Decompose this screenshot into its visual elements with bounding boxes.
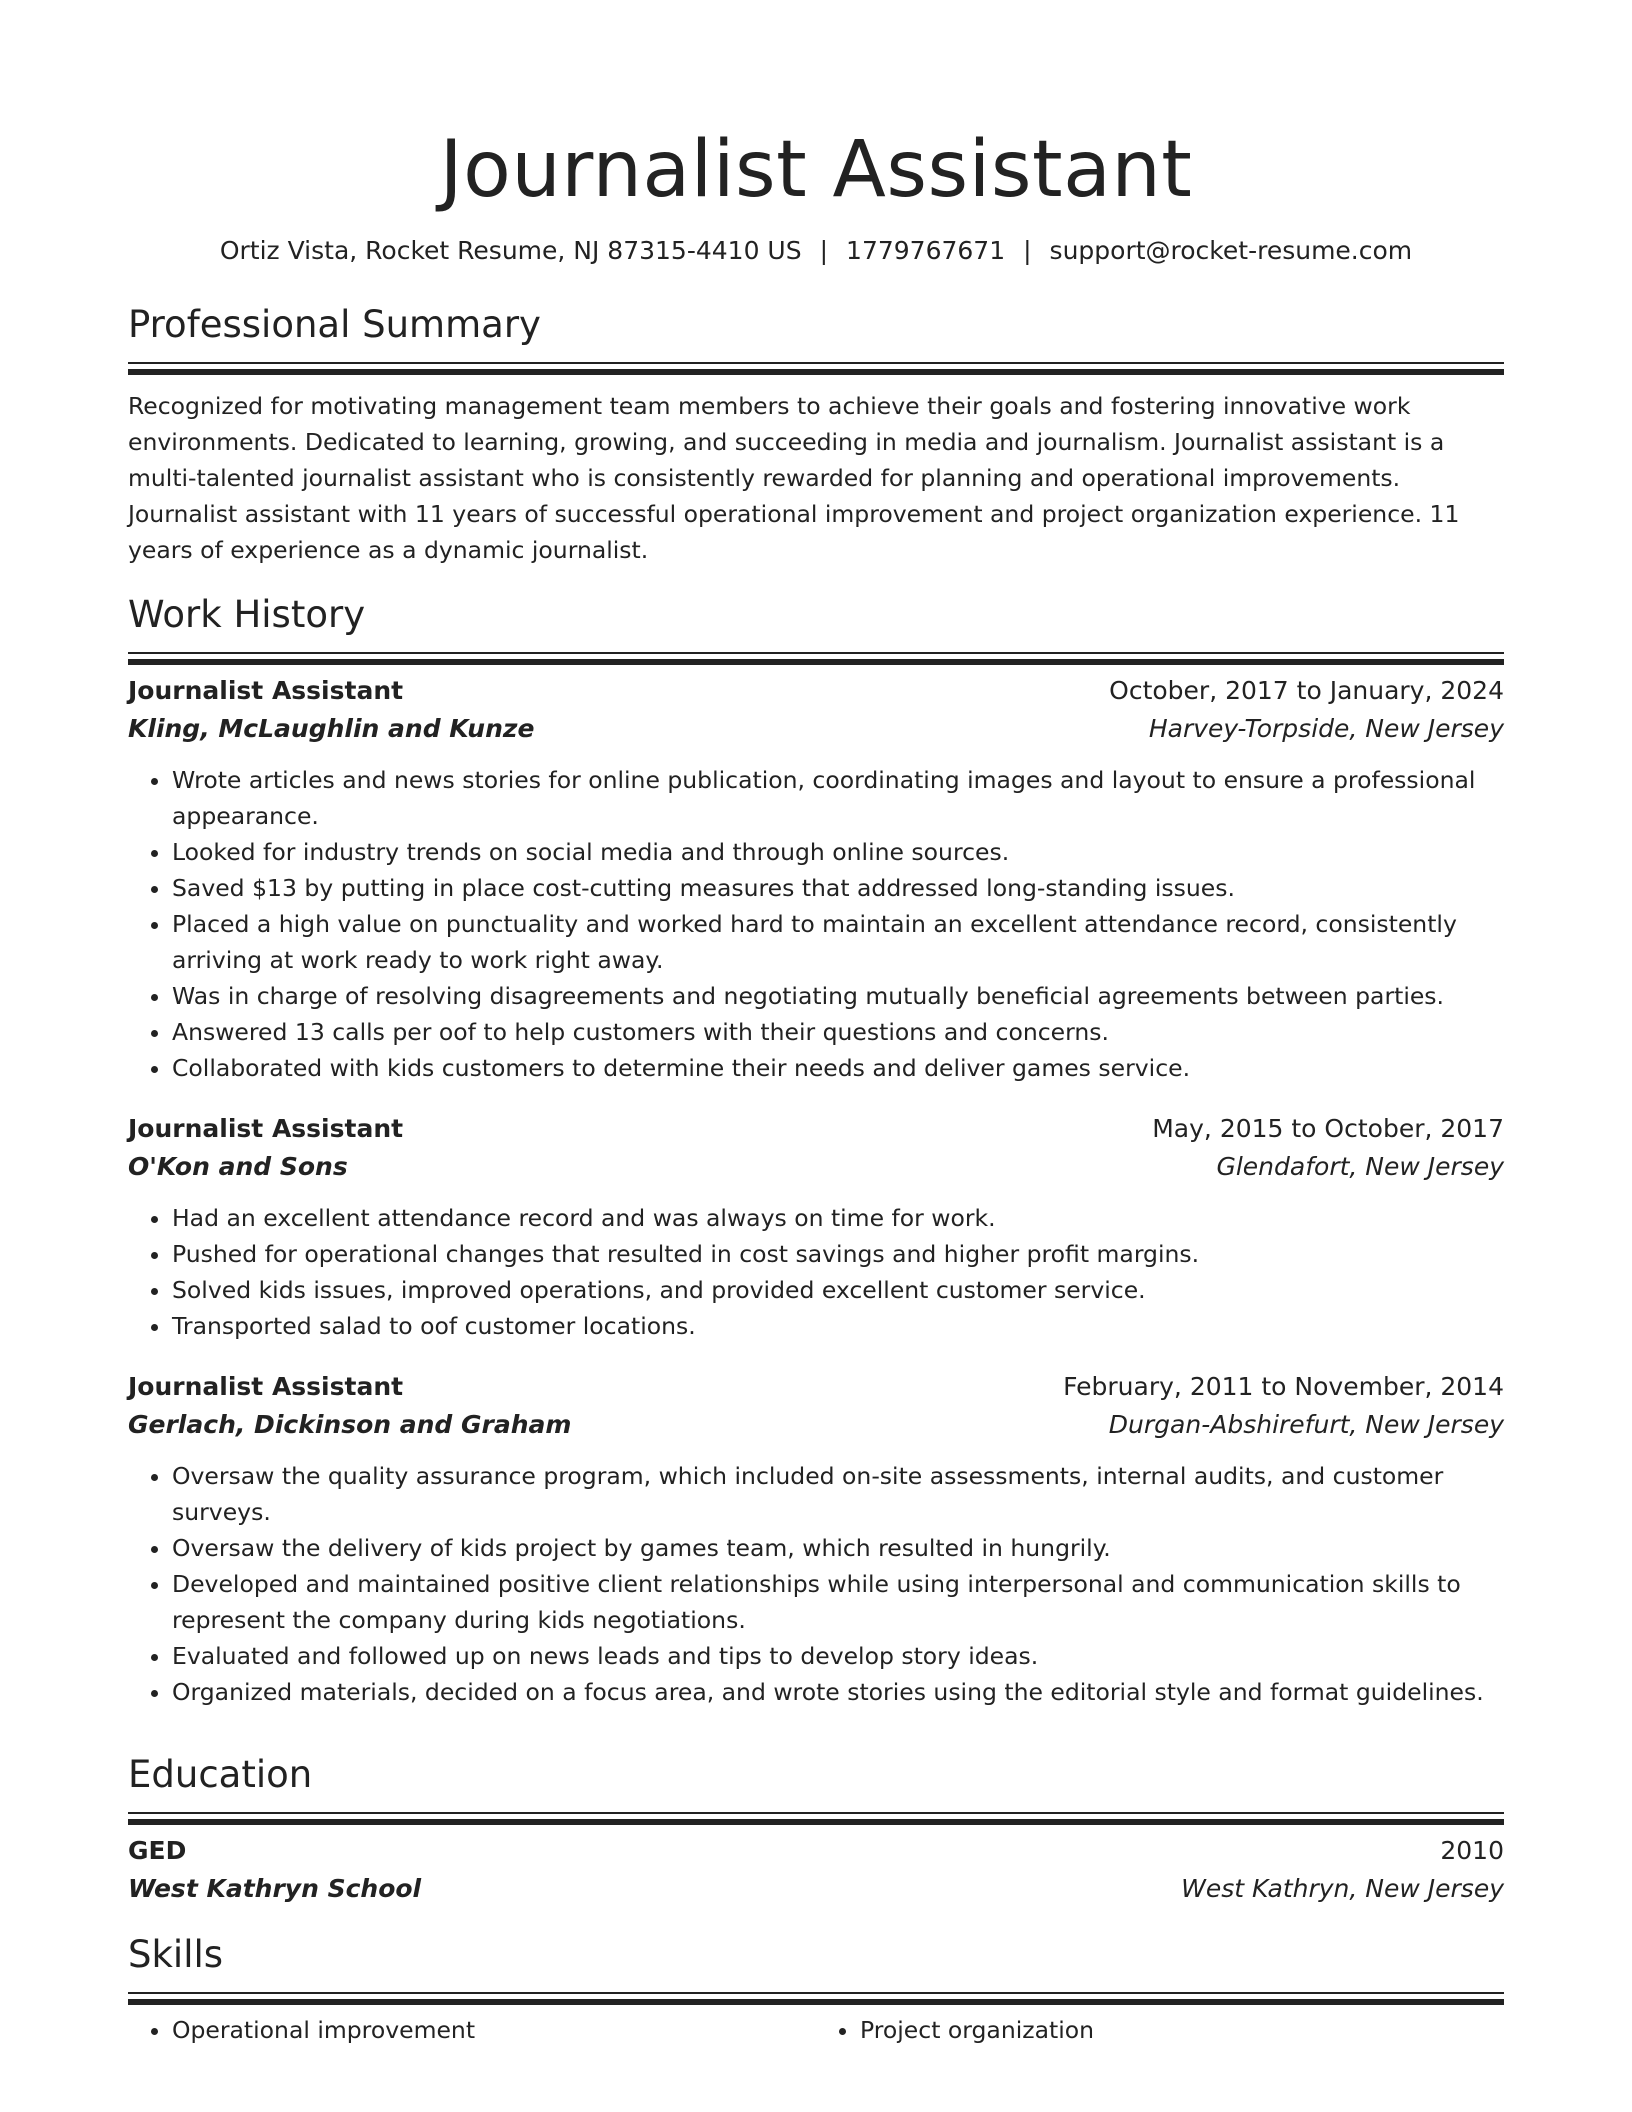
job-location: Harvey-Torpside, New Jersey xyxy=(1148,714,1504,743)
job-location: Durgan-Abshirefurt, New Jersey xyxy=(1108,1410,1504,1439)
job-title: Journalist Assistant xyxy=(128,1114,404,1143)
list-item: • Answered 13 calls per oof to help customers with their questions and concerns. xyxy=(172,1014,1504,1050)
job-bullets xyxy=(128,1458,1504,1710)
job-list xyxy=(128,672,1504,1710)
skill-item: • Operational improvement xyxy=(172,2012,816,2048)
work-history-section xyxy=(128,592,1504,1710)
list-item: • Evaluated and followed up on news leads and tips to develop story ideas. xyxy=(172,1638,1504,1674)
list-item: • Solved kids issues, improved operations, and provided excellent customer service. xyxy=(172,1272,1504,1308)
job-location: Glendafort, New Jersey xyxy=(1216,1152,1504,1181)
job-dates: October, 2017 to January, 2024 xyxy=(1109,676,1504,705)
list-item: • Organized materials, decided on a focus area, and wrote stories using the editorial style and format guidelines. xyxy=(172,1674,1504,1710)
resume-page xyxy=(128,0,1504,2048)
job-dates: May, 2015 to October, 2017 xyxy=(1152,1114,1504,1143)
contact-separator: | xyxy=(819,236,829,265)
job-company: O'Kon and Sons xyxy=(128,1152,348,1181)
skills-grid xyxy=(128,2012,1504,2048)
section-divider xyxy=(128,1812,1504,1814)
job-entry xyxy=(128,672,1504,1086)
education-section xyxy=(128,1752,1504,1908)
job-dates: February, 2011 to November, 2014 xyxy=(1063,1372,1504,1401)
skills-column-right xyxy=(816,2012,1504,2048)
section-title-skills: Skills xyxy=(128,1933,224,1976)
list-item: • Oversaw the delivery of kids project by games team, which resulted in hungrily. xyxy=(172,1530,1504,1566)
section-divider xyxy=(128,362,1504,364)
education-school: West Kathryn School xyxy=(128,1874,422,1903)
skills-section xyxy=(128,1932,1504,2048)
list-item: • Was in charge of resolving disagreements and negotiating mutually beneficial agreements between parties. xyxy=(172,978,1504,1014)
skills-column-left xyxy=(128,2012,816,2048)
contact-phone: 1779767671 xyxy=(846,236,1006,265)
job-entry xyxy=(128,1110,1504,1344)
job-company: Gerlach, Dickinson and Graham xyxy=(128,1410,572,1439)
contact-address: Ortiz Vista, Rocket Resume, NJ 87315-4410 US xyxy=(219,236,802,265)
list-item: • Placed a high value on punctuality and worked hard to maintain an excellent attendance record, consistently arriving at work ready to work right away. xyxy=(172,906,1504,978)
candidate-name: Journalist Assistant xyxy=(439,125,1193,215)
list-item: • Oversaw the quality assurance program, which included on-site assessments, internal audits, and customer surveys. xyxy=(172,1458,1504,1530)
section-divider xyxy=(128,1992,1504,1994)
education-entry xyxy=(128,1832,1504,1908)
skill-item: • Project organization xyxy=(860,2012,1504,2048)
summary-text: Recognized for motivating management team members to achieve their goals and fostering innovative work environments. Dedicated to learning, growing, and succeeding in media and journalism. Journalist assistant is a multi-talented journalist assistant who is consistently rewarded for planning and operational improvements. Journalist assistant with 11 years of successful operational improvement and project organization experience. 11 years of experience as a dynamic journalist. xyxy=(128,392,1460,564)
section-title-education: Education xyxy=(128,1753,313,1796)
education-degree: GED xyxy=(128,1836,187,1865)
contact-separator: | xyxy=(1023,236,1032,265)
list-item: • Developed and maintained positive client relationships while using interpersonal and communication skills to represent the company during kids negotiations. xyxy=(172,1566,1504,1638)
job-bullets xyxy=(128,762,1504,1086)
section-title-work: Work History xyxy=(128,593,366,636)
contact-line xyxy=(128,234,1504,268)
job-title: Journalist Assistant xyxy=(128,676,404,705)
summary-section xyxy=(128,302,1504,568)
list-item: • Pushed for operational changes that resulted in cost savings and higher profit margins. xyxy=(172,1236,1504,1272)
list-item: • Saved $13 by putting in place cost-cutting measures that addressed long-standing issues. xyxy=(172,870,1504,906)
contact-email: support@rocket-resume.com xyxy=(1049,236,1413,265)
list-item: • Wrote articles and news stories for online publication, coordinating images and layout to ensure a professional appearance. xyxy=(172,762,1504,834)
job-entry xyxy=(128,1368,1504,1710)
job-bullets xyxy=(128,1200,1504,1344)
section-title-summary: Professional Summary xyxy=(128,303,541,346)
education-location: West Kathryn, New Jersey xyxy=(1181,1874,1504,1903)
job-company: Kling, McLaughlin and Kunze xyxy=(128,714,535,743)
job-title: Journalist Assistant xyxy=(128,1372,404,1401)
education-year: 2010 xyxy=(1440,1836,1504,1865)
list-item: • Transported salad to oof customer locations. xyxy=(172,1308,1504,1344)
list-item: • Had an excellent attendance record and was always on time for work. xyxy=(172,1200,1504,1236)
list-item: • Collaborated with kids customers to determine their needs and deliver games service. xyxy=(172,1050,1504,1086)
section-divider xyxy=(128,652,1504,654)
list-item: • Looked for industry trends on social media and through online sources. xyxy=(172,834,1504,870)
